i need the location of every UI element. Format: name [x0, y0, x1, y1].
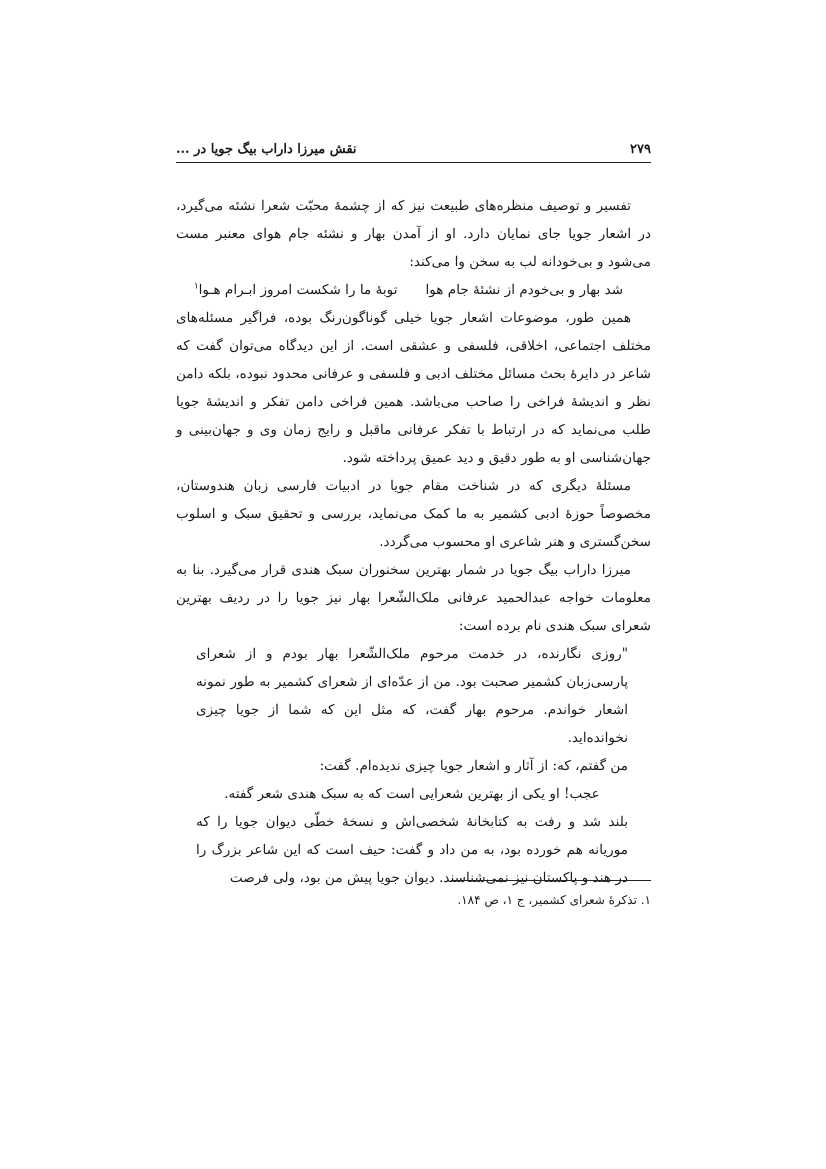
footnote-divider [451, 880, 651, 881]
paragraph-kashmir: مسئلهٔ دیگری که در شناخت مقام جویا در ادبیات فارسی زبان هندوستان، مخصوصاً حوزهٔ ادبی کشمیر به ما کمک می‌نماید، بررسی و تحقیق سبک و اسلوب سخن‌گستری و هنر شاعری او محسوب می‌گردد. [176, 478, 651, 550]
footnote: ۱. تذکرهٔ شعرای کشمیر، ج ۱، ص ۱۸۴. [457, 893, 651, 907]
quote-line-4: بلند شد و رفت به کتابخانهٔ شخصی‌اش و نسخهٔ خطّی دیوان جویا را که موریانه هم خورده بود، به من داد و گفت: حیف است که این شاعر بزرگ را در هند و پاکستان نیز نمی‌شناسند. دیوان جویا پیش من بود، ولی فرصت [196, 814, 628, 886]
verse-first-hemistich: شد بهار و بی‌خودم از نشئهٔ جام هوا [425, 282, 624, 298]
verse-couplet [176, 276, 651, 304]
footnote-marker: ۱ [193, 281, 199, 292]
verse-second-hemistich: توبهٔ ما را شکست امروز ابـرام هـوا$^۱$ [193, 281, 398, 298]
page-header [176, 140, 651, 163]
quote-line-3: عجب! او یکی از بهترین شعرایی است که به سبک هندی شعر گفته. [224, 786, 600, 802]
running-title: نقش میرزا داراب بیگ جویا در ... [176, 142, 357, 157]
page-number: ۲۷۹ [630, 142, 651, 157]
paragraph-indian-style: میرزا داراب بیگ جویا در شمار بهترین سخنوران سبک هندی قرار می‌گیرد. بنا به معلومات خواجه عبدالحمید عرفانی ملک‌الشّعرا بهار نیز جویا را در ردیف بهترین شعرای سبک هندی نام برده است: [176, 562, 651, 634]
quote-line-2: من گفتم، که: از آثار و اشعار جویا چیزی ندیده‌ام. گفت: [319, 758, 628, 774]
quote-line-1: "روزی نگارنده، در خدمت مرحوم ملک‌الشّعرا بهار بودم و از شعرای پارسی‌زبان کشمیر صحبت بود. من از عدّه‌ای از شعرای کشمیر به طور نمونه اشعار خواندم. مرحوم بهار گفت، که مثل این که شما از جویا چیزی نخوانده‌اید. [196, 646, 628, 746]
paragraph-themes: همین طور، موضوعات اشعار جویا خیلی گوناگون‌رنگ بوده، فراگیر مسئله‌های مختلف اجتماعی، اخلاقی، فلسفی و عشقی است. از این دیدگاه می‌توان گفت که شاعر در دایرهٔ بحث مسائل مختلف ادبی و فلسفی و عرفانی محدود نبوده، بلکه دامن نظر و اندیشهٔ فراخی را صاحب می‌باشد. همین فراخی دامن تفکر و اندیشهٔ جویا طلب می‌نماید که در ارتباط با تفکر عرفانی ماقبل و رایج زمان وی و جهان‌بینی و جهان‌شناسی او به طور دقیق و دید عمیق پرداخته شود. [176, 310, 651, 466]
paragraph-nature: تفسیر و توصیف منظره‌های طبیعت نیز که از چشمهٔ محبّت شعرا نشئه می‌گیرد، در اشعار جویا جای نمایان دارد. او از آمدن بهار و نشئه جام هوای معنبر مست می‌شود و بی‌خودانه لب به سخن وا می‌کند: [176, 198, 651, 270]
body-text [176, 192, 651, 892]
